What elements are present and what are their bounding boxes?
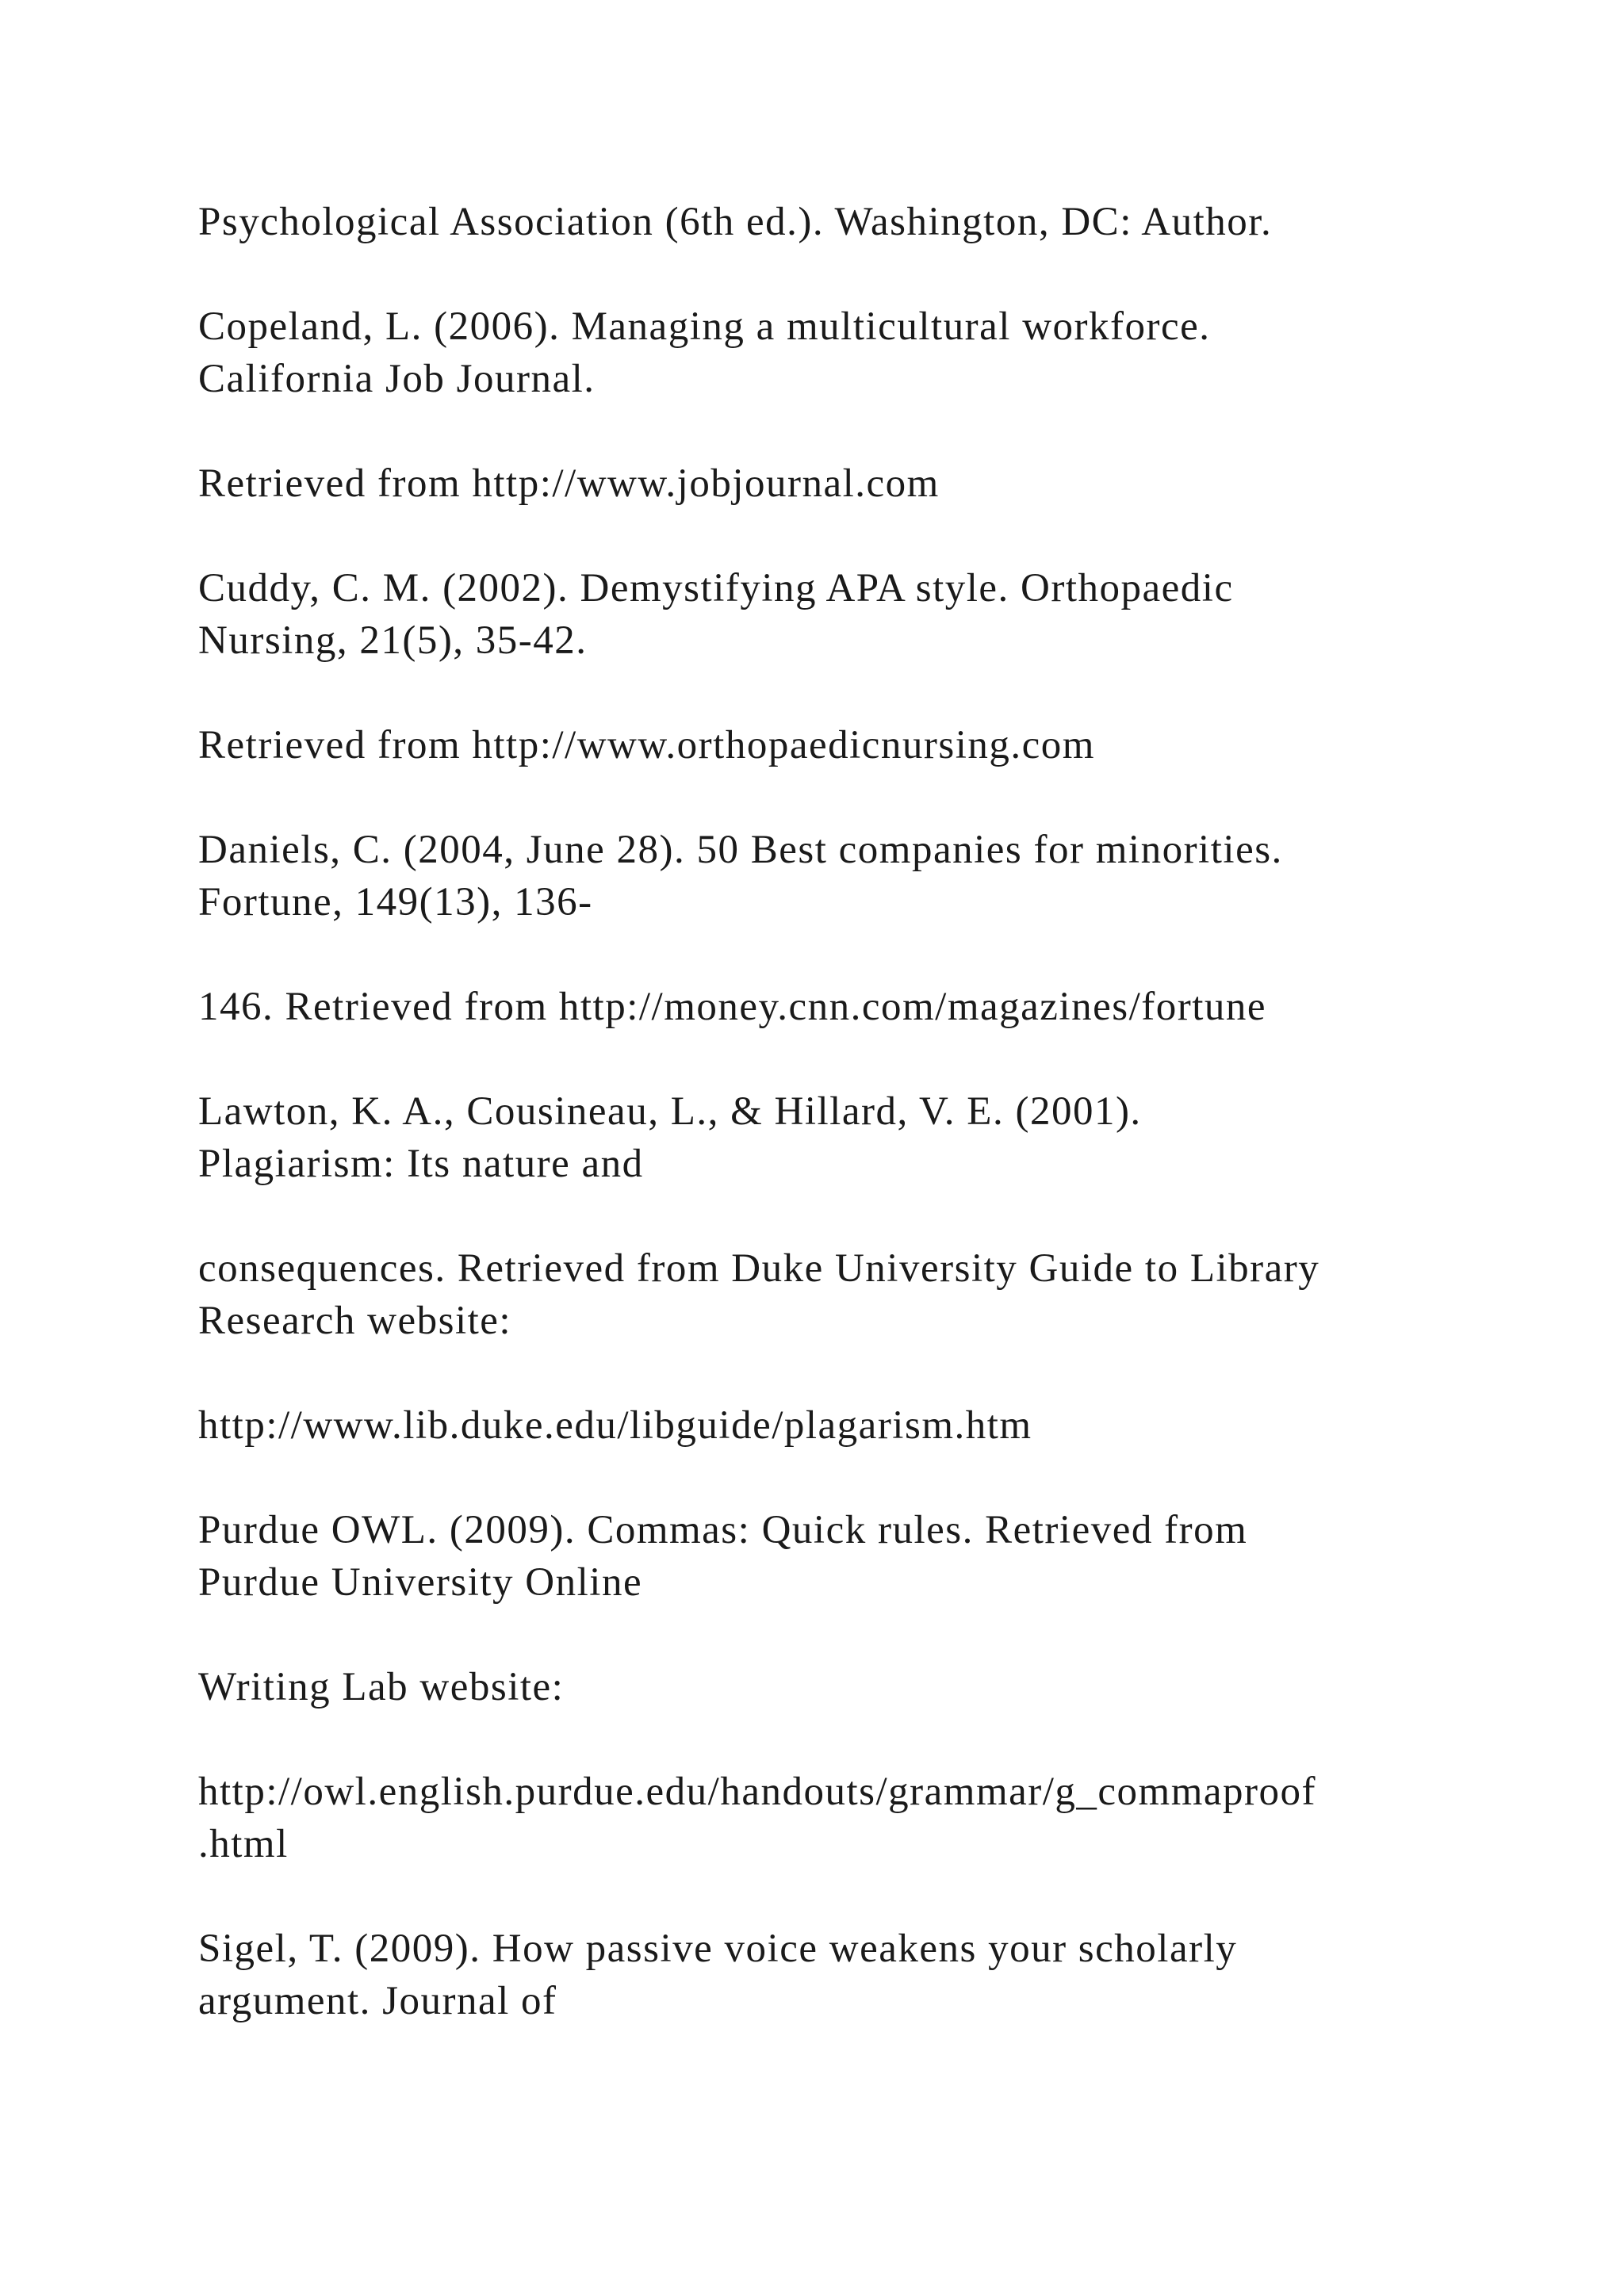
- text-line: Psychological Association (6th ed.). Washington, DC: Author.: [198, 200, 1273, 244]
- text-line: consequences. Retrieved from Duke University Guide to Library: [198, 1246, 1320, 1291]
- text-line: 146. Retrieved from http://money.cnn.com/magazines/fortune: [198, 985, 1267, 1029]
- text-line: Writing Lab website:: [198, 1665, 565, 1709]
- text-line: Plagiarism: Its nature and: [198, 1142, 644, 1186]
- text-line: http://www.lib.duke.edu/libguide/plagarism.htm: [198, 1403, 1032, 1448]
- text-line: http://owl.english.purdue.edu/handouts/grammar/g_commaproof: [198, 1770, 1316, 1814]
- text-line: Purdue OWL. (2009). Commas: Quick rules. Retrieved from: [198, 1508, 1248, 1552]
- text-line: Lawton, K. A., Cousineau, L., & Hillard, V. E. (2001).: [198, 1089, 1142, 1134]
- text-line: California Job Journal.: [198, 357, 596, 401]
- text-line: Nursing, 21(5), 35-42.: [198, 618, 588, 663]
- text-line: Sigel, T. (2009). How passive voice weakens your scholarly: [198, 1927, 1238, 1971]
- text-line: Retrieved from http://www.jobjournal.com: [198, 461, 940, 506]
- text-line: argument. Journal of: [198, 1979, 557, 2023]
- text-line: .html: [198, 1822, 289, 1866]
- text-line: Purdue University Online: [198, 1560, 643, 1605]
- text-line: Daniels, C. (2004, June 28). 50 Best companies for minorities.: [198, 828, 1283, 872]
- text-line: Research website:: [198, 1299, 512, 1343]
- text-line: Copeland, L. (2006). Managing a multicultural workforce.: [198, 304, 1211, 349]
- text-line: Fortune, 149(13), 136-: [198, 880, 593, 924]
- text-line: Cuddy, C. M. (2002). Demystifying APA style. Orthopaedic: [198, 566, 1234, 610]
- text-line: Retrieved from http://www.orthopaedicnursing.com: [198, 723, 1095, 767]
